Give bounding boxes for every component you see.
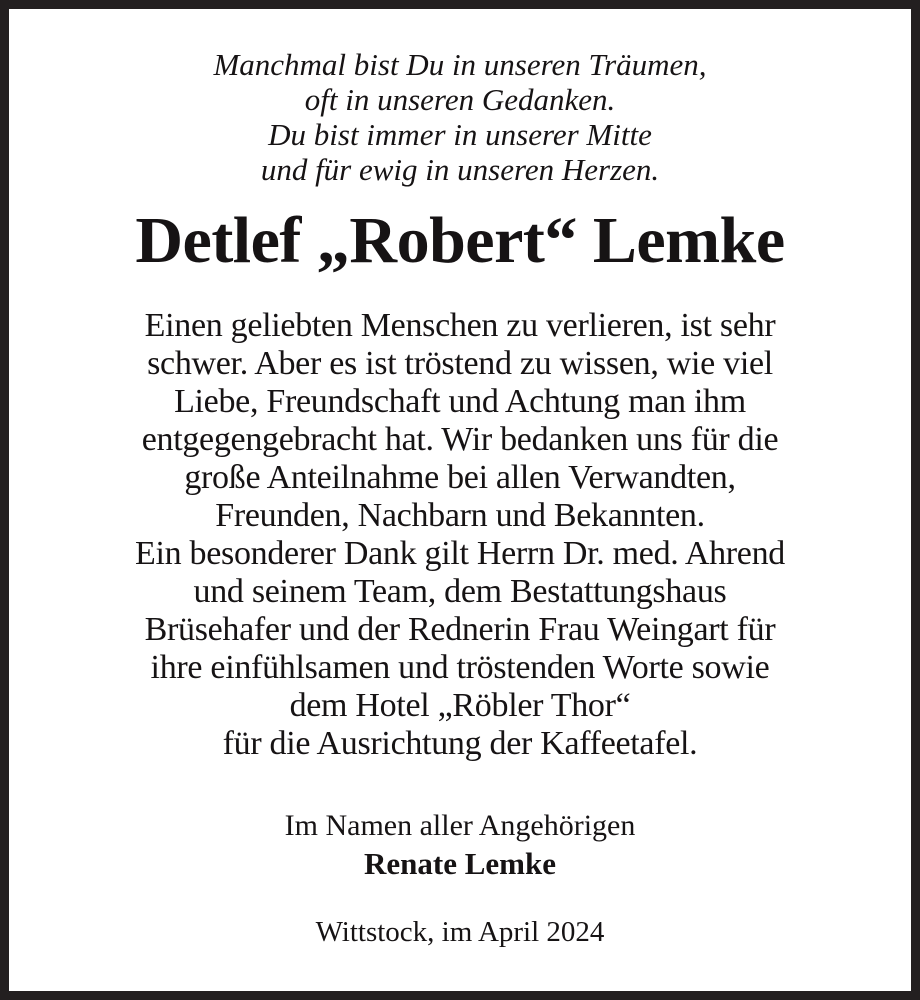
acknowledgement-line: schwer. Aber es ist tröstend zu wissen, wie viel <box>147 345 773 382</box>
acknowledgement-line: dem Hotel „Röbler Thor“ <box>289 687 631 724</box>
poem-line: Manchmal bist Du in unseren Träumen, <box>213 47 707 82</box>
acknowledgement-line: Freunden, Nachbarn und Bekannten. <box>215 497 705 534</box>
acknowledgement-line: große Anteilnahme bei allen Verwandten, <box>184 459 736 496</box>
acknowledgement-text <box>9 307 911 763</box>
mourner-name: Renate Lemke <box>364 846 556 881</box>
acknowledgement-line: entgegengebracht hat. Wir bedanken uns für die <box>141 421 779 458</box>
closing-block <box>9 807 911 951</box>
acknowledgement-line: Ein besonderer Dank gilt Herrn Dr. med. Ahrend <box>135 535 785 572</box>
place-date: Wittstock, im April 2024 <box>315 916 605 948</box>
acknowledgement-line: ihre einfühlsamen und tröstenden Worte sowie <box>150 649 770 686</box>
poem-line: Du bist immer in unserer Mitte <box>268 117 652 152</box>
acknowledgement-line: Brüsehafer und der Rednerin Frau Weingart für <box>144 611 776 648</box>
deceased-name: Detlef „Robert“ Lemke <box>135 204 785 277</box>
acknowledgement-line: für die Ausrichtung der Kaffeetafel. <box>222 725 698 762</box>
acknowledgement-line: und seinem Team, dem Bestattungshaus <box>193 573 727 610</box>
poem-line: und für ewig in unseren Herzen. <box>260 152 660 187</box>
poem-line: oft in unseren Gedanken. <box>304 82 616 117</box>
acknowledgement-line: Einen geliebten Menschen zu verlieren, ist sehr <box>144 307 776 344</box>
epigraph-poem <box>9 47 911 187</box>
acknowledgement-line: Liebe, Freundschaft und Achtung man ihm <box>174 383 746 420</box>
in-the-name-of: Im Namen aller Angehörigen <box>284 809 636 842</box>
